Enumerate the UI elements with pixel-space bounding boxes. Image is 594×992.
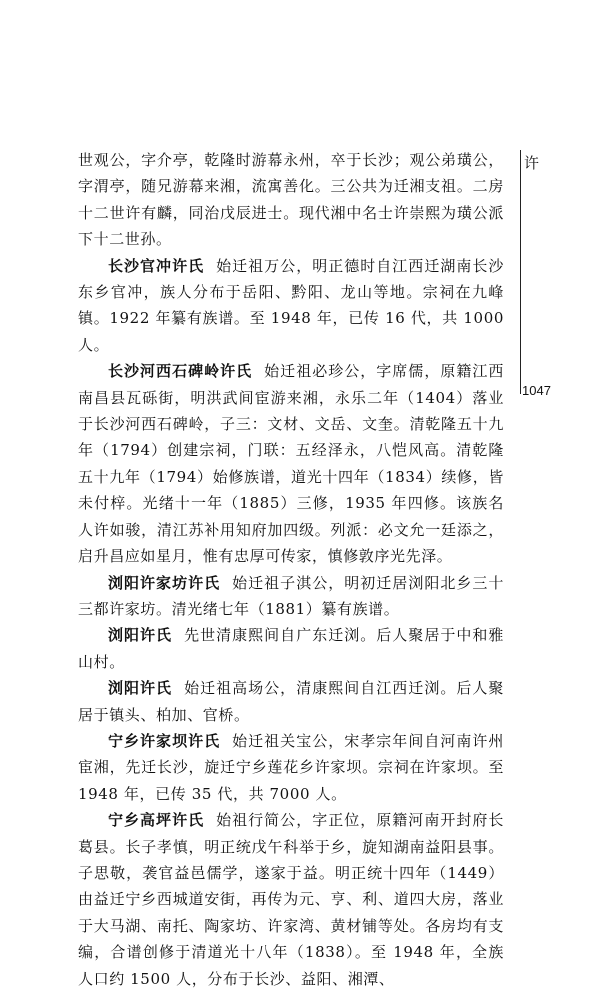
entry-changsha-guanchong [78,253,504,359]
entry-heading: 宁乡高坪许氏 [108,811,205,830]
page-number: 1047 [522,383,551,398]
entry-ningxiang-xujiaba [78,728,504,807]
entry-heading: 长沙河西石碑岭许氏 [108,362,253,381]
entry-liuyang-2 [78,675,504,728]
entry-ningxiang-gaoping [78,807,504,992]
entry-heading: 宁乡许家坝许氏 [108,731,221,750]
entry-text: 始迁祖关宝公，宋孝宗年间自河南许州宦湘，先迁长沙，旋迁宁乡莲花乡许家坝。宗祠在许家坝。至 1948 年，已传 35 代，共 7000 人。 [78,731,505,803]
entry-text: 始迁祖子淇公，明初迁居浏阳北乡三十三都许家坊。清光绪七年（1881）纂有族谱。 [78,573,505,618]
text-column [78,147,504,992]
entry-text: 先世清康熙间自广东迁浏。后人聚居于中和雅山村。 [78,626,504,671]
entry-heading: 浏阳许氏 [108,626,173,645]
entry-liuyang-1 [78,622,504,675]
entry-heading: 浏阳许家坊许氏 [108,573,221,592]
entry-text: 始迁祖高场公，清康熙间自江西迁浏。后人聚居于镇头、柏加、官桥。 [78,679,504,724]
entry-heading: 浏阳许氏 [108,679,173,698]
paragraph-text: 世观公，字介亭，乾隆时游幕永州，卒于长沙；观公弟璜公，字渭亭，随兄游幕来湘，流寓善化。三公共为迁湘支祖。二房十二世许有麟，同治戊辰进士。现代湘中名士许崇熙为璜公派下十二世孙。 [78,151,504,249]
entry-heading: 长沙官冲许氏 [108,256,205,275]
margin-rule [520,150,521,394]
paragraph-continuation [78,147,504,253]
entry-text: 始迁祖万公，明正德时自江西迁湖南长沙东乡官冲，族人分布于岳阳、黔阳、龙山等地。宗祠在九峰镇。1922 年纂有族谱。至 1948 年，已传 16 代，共 1000 人。 [78,256,504,354]
section-character: 许 [524,154,540,172]
entry-text: 始祖行简公，字正位，原籍河南开封府长葛县。长子孝慎，明正统戊午科举于乡，旋知湖南益阳县事。子思敬，袭官益邑儒学，遂家于益。明正统十四年（1449）由益迁宁乡西城道安街，再传为元、亨、利、道四大房，落业于大马湖、南托、陶家坊、许家湾、黄材铺等处。各房均有支编，合谱创修于清道光十八年（1838）。至 1948 年，全族人口约 1500 人，分布于长沙、益阳、湘潭、 [78,811,504,988]
entry-text: 始迁祖必珍公，字席儒，原籍江西南昌县瓦砾街，明洪武间宦游来湘，永乐二年（1404）落业于长沙河西石碑岭，子三：文材、文岳、文奎。清乾隆五十九年（1794）创建宗祠，门联：五经泽永，八恺风高。清乾隆五十九年（1794）始修族谱，道光十四年（1834）续修，皆未付梓。光绪十一年（1885）三修，1935 年四修。该族名人许如骏，清江苏补用知府加四级。列派：必文允一廷添之，启升昌应如星月，惟有忠厚可传家，慎修敦序光先泽。 [78,362,504,566]
entry-changsha-shibeiling [78,358,504,569]
entry-liuyang-xujiafang [78,570,504,623]
